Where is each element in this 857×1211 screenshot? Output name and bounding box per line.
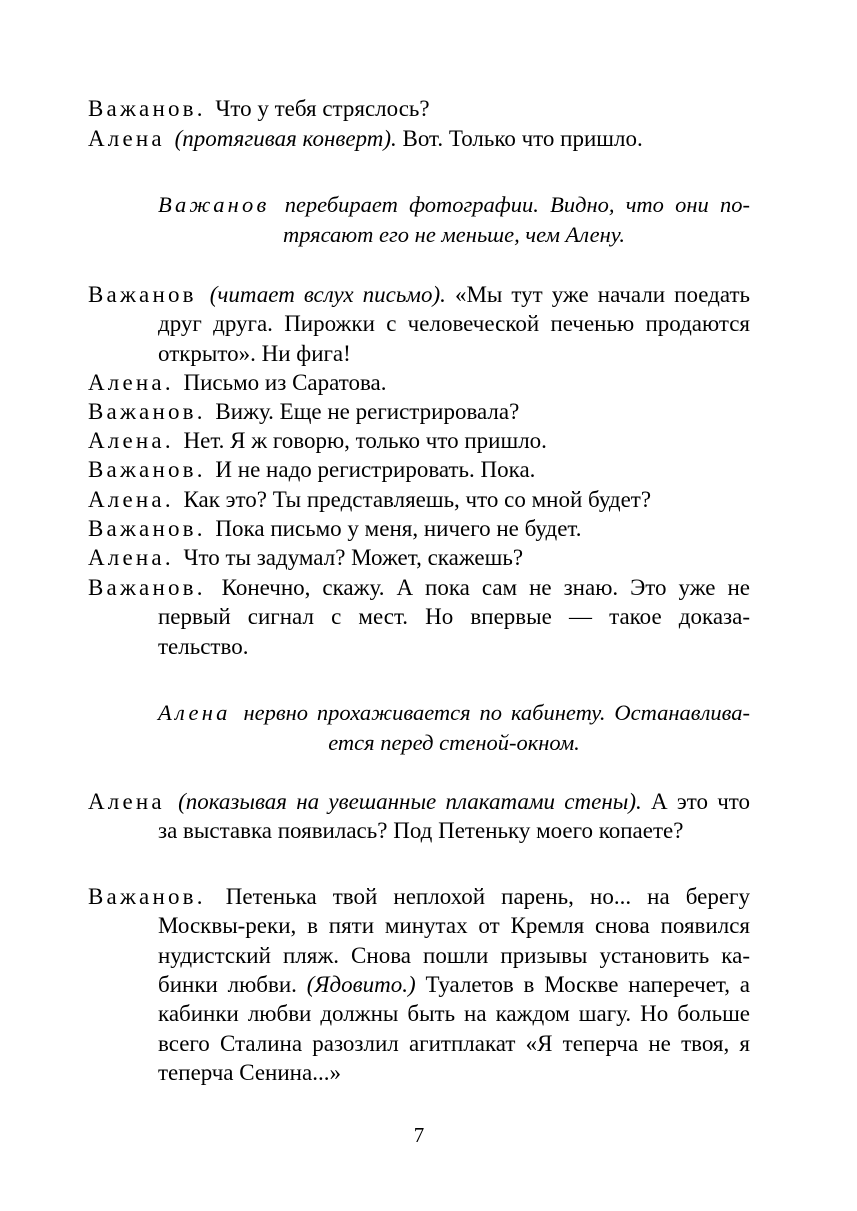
dialogue-continuation: Москвы-реки, в пяти минутах от Кремля снова появился <box>158 913 750 938</box>
dialogue-text: Как это? Ты представляешь, что со мной будет? <box>183 487 652 512</box>
speaker-name: Алена <box>88 789 165 814</box>
dialogue-line <box>88 485 651 514</box>
dialogue-text: Вот. Только что пришло. <box>402 126 643 151</box>
dialogue-line <box>88 514 581 543</box>
dialogue-line <box>88 787 750 816</box>
stage-direction-inline: (протягивая конверт). <box>174 126 397 151</box>
dialogue-line <box>88 455 535 484</box>
stage-direction <box>158 698 750 728</box>
stage-direction-continuation: трясают его не меньше, чем Алену. <box>282 222 626 247</box>
speaker-name: Алена. <box>88 370 174 395</box>
dialogue-continuation: всего Сталина разозлил агитплакат «Я теперча не твоя, я <box>158 1031 750 1056</box>
dialogue-line <box>88 397 519 426</box>
speaker-name: Важанов. <box>88 516 206 541</box>
dialogue-text: А это что <box>650 789 751 814</box>
speaker-name: Важанов <box>88 282 197 307</box>
dialogue-text: И не надо регистрировать. Пока. <box>215 457 536 482</box>
dialogue-text: Петенька твой неплохой парень, но... на берегу <box>225 884 750 909</box>
dialogue-text: Что ты задумал? Может, скажешь? <box>183 545 524 570</box>
stage-direction-inline: (Ядовито.) <box>306 972 416 997</box>
stage-direction-text: перебирает фотографии. Видно, что они по- <box>284 192 751 217</box>
dialogue-continuation: за выставка появилась? Под Петеньку моего копаете? <box>158 818 684 843</box>
dialogue-continuation: друг друга. Пирожки с человеческой печенью продаются <box>158 311 750 336</box>
dialogue-line <box>88 280 750 309</box>
dialogue-continuation <box>158 970 750 999</box>
speaker-name: Алена. <box>88 428 174 453</box>
dialogue-text: бинки любви. <box>158 972 297 997</box>
book-page <box>88 0 750 1211</box>
stage-direction <box>158 190 750 220</box>
dialogue-line <box>88 426 547 455</box>
speaker-name: Алена <box>88 126 165 151</box>
dialogue-text: Письмо из Саратова. <box>183 370 387 395</box>
dialogue-continuation: открыто». Ни фига! <box>158 341 351 366</box>
dialogue-text: Нет. Я ж говорю, только что пришло. <box>183 428 547 453</box>
dialogue-continuation: кабинки любви должны быть на каждом шагу. Но больше <box>158 1001 750 1026</box>
stage-direction-inline: (читает вслух письмо). <box>209 282 446 307</box>
dialogue-text: Что у тебя стряслось? <box>215 96 430 121</box>
dialogue-text: Конечно, скажу. А пока сам не знаю. Это уже не <box>221 575 750 600</box>
speaker-name: Важанов. <box>88 96 206 121</box>
stage-speaker-name: Алена <box>158 700 231 725</box>
speaker-name: Алена. <box>88 487 174 512</box>
speaker-name: Важанов. <box>88 884 206 909</box>
dialogue-line <box>88 94 430 123</box>
stage-direction-inline: (показывая на увешанные плакатами стены). <box>178 789 642 814</box>
speaker-name: Важанов. <box>88 575 206 600</box>
dialogue-text: Пока письмо у меня, ничего не будет. <box>215 516 582 541</box>
dialogue-line <box>88 543 523 572</box>
dialogue-continuation: тельство. <box>158 634 249 659</box>
dialogue-line <box>88 124 643 153</box>
stage-direction-continuation: ется перед стеной-окном. <box>328 730 580 755</box>
dialogue-line <box>88 882 750 911</box>
dialogue-continuation: теперча Сенина...» <box>158 1060 341 1085</box>
stage-speaker-name: Важанов <box>158 192 270 217</box>
page-number: 7 <box>413 1123 425 1147</box>
speaker-name: Важанов. <box>88 399 206 424</box>
dialogue-continuation: первый сигнал с мест. Но впервые — такое доказа- <box>158 604 750 629</box>
speaker-name: Алена. <box>88 545 174 570</box>
speaker-name: Важанов. <box>88 457 206 482</box>
dialogue-continuation: нудистский пляж. Снова пошли призывы установить ка- <box>158 943 750 968</box>
dialogue-line <box>88 573 750 602</box>
dialogue-text: Туалетов в Москве наперечет, а <box>425 972 751 997</box>
stage-direction-text: нервно прохаживается по кабинету. Останавлива- <box>243 700 750 725</box>
dialogue-line <box>88 368 387 397</box>
dialogue-text: Вижу. Еще не регистрировала? <box>215 399 520 424</box>
dialogue-text: «Мы тут уже начали поедать <box>454 282 751 307</box>
